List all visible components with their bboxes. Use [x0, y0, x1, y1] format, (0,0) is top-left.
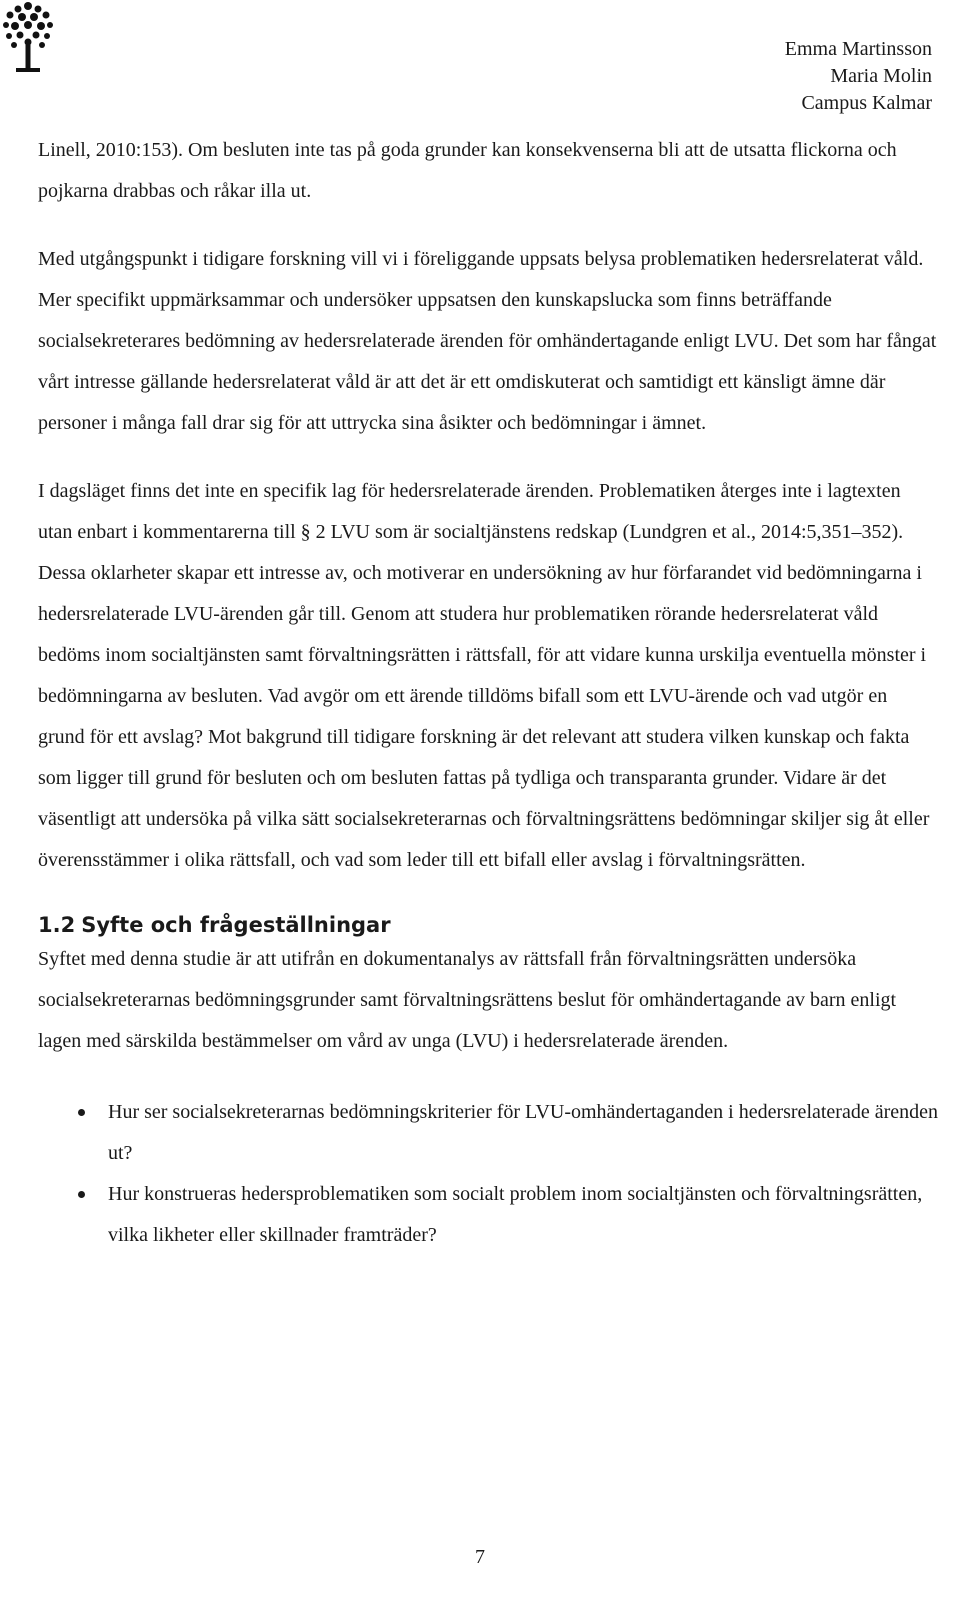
author-name: Maria Molin [830, 65, 932, 87]
question-text: Hur konstrueras hedersproblematiken som socialt problem inom socialtjänsten och förvaltningsrätten, vilka likheter eller skillnader framträder? [108, 1183, 923, 1246]
section-heading [38, 911, 938, 939]
author-name: Emma Martinsson [784, 38, 932, 60]
header-authors [785, 36, 932, 117]
page-number: 7 [475, 1546, 485, 1568]
question-text: Hur ser socialsekreterarnas bedömningskriterier för LVU-omhändertaganden i hedersrelaterade ärenden ut? [108, 1101, 939, 1164]
section-title: Syfte och frågeställningar [81, 913, 391, 937]
body-paragraph: Med utgångspunkt i tidigare forskning vill vi i föreliggande uppsats belysa problematiken hedersrelaterat våld. Mer specifikt uppmärksammar och undersöker uppsatsen den kunskapslucka som finns beträffande socialsekreterares bedömning av hedersrelaterade ärenden för omhändertagande enligt LVU. Det som har fångat vårt intresse gällande hedersrelaterat våld är att det är ett omdiskuterat och samtidigt ett känsligt ämne där personer i många fall drar sig för att uttrycka sina åsikter och bedömningar i ämnet. [38, 248, 937, 434]
body-paragraph: Syftet med denna studie är att utifrån en dokumentanalys av rättsfall från förvaltningsrätten undersöka socialsekreterarnas bedömningsgrunder samt förvaltningsrättens beslut för omhändertagande av barn enligt lagen med särskilda bestämmelser om vård av unga (LVU) i hedersrelaterade ärenden. [38, 948, 897, 1052]
list-item [38, 1092, 938, 1174]
body-paragraph: I dagsläget finns det inte en specifik lag för hedersrelaterade ärenden. Problematiken återges inte i lagtexten utan enbart i kommentarerna till § 2 LVU som är socialtjänstens redskap (Lundgren et al., 2014:5,351–352). Dessa oklarheter skapar ett intresse av, och motiverar en undersökning av hur förfarandet vid bedömningarna i hedersrelaterade LVU-ärenden går till. Genom att studera hur problematiken rörande hedersrelaterat våld bedöms inom socialtjänsten samt förvaltningsrätten i rättsfall, för att vidare kunna urskilja eventuella mönster i bedömningarna av besluten. Vad avgör om ett ärende tilldöms bifall som ett LVU-ärende och vad utgör en grund för ett avslag? Mot bakgrund till tidigare forskning är det relevant att studera vilken kunskap och fakta som ligger till grund för besluten och om besluten fattas på tydliga och transparanta grunder. Vidare är det väsentligt att undersöka på vilka sätt socialsekreterarnas och förvaltningsrättens bedömningar skiljer sig åt eller överensstämmer i olika rättsfall, och vad som leder till ett bifall eller avslag i förvaltningsrätten. [38, 480, 930, 871]
section-number: 1.2 [38, 913, 76, 937]
body-paragraph: Linell, 2010:153). Om besluten inte tas på goda grunder kan konsekvenserna bli att de utsatta flickorna och pojkarna drabbas och råkar illa ut. [38, 139, 897, 202]
tree-logo-icon [0, 0, 56, 74]
campus-name: Campus Kalmar [801, 92, 932, 114]
bullet-icon [78, 1109, 85, 1116]
bullet-icon [78, 1191, 85, 1198]
document-body [38, 130, 938, 1256]
research-questions-list [38, 1092, 938, 1256]
list-item [38, 1174, 938, 1256]
